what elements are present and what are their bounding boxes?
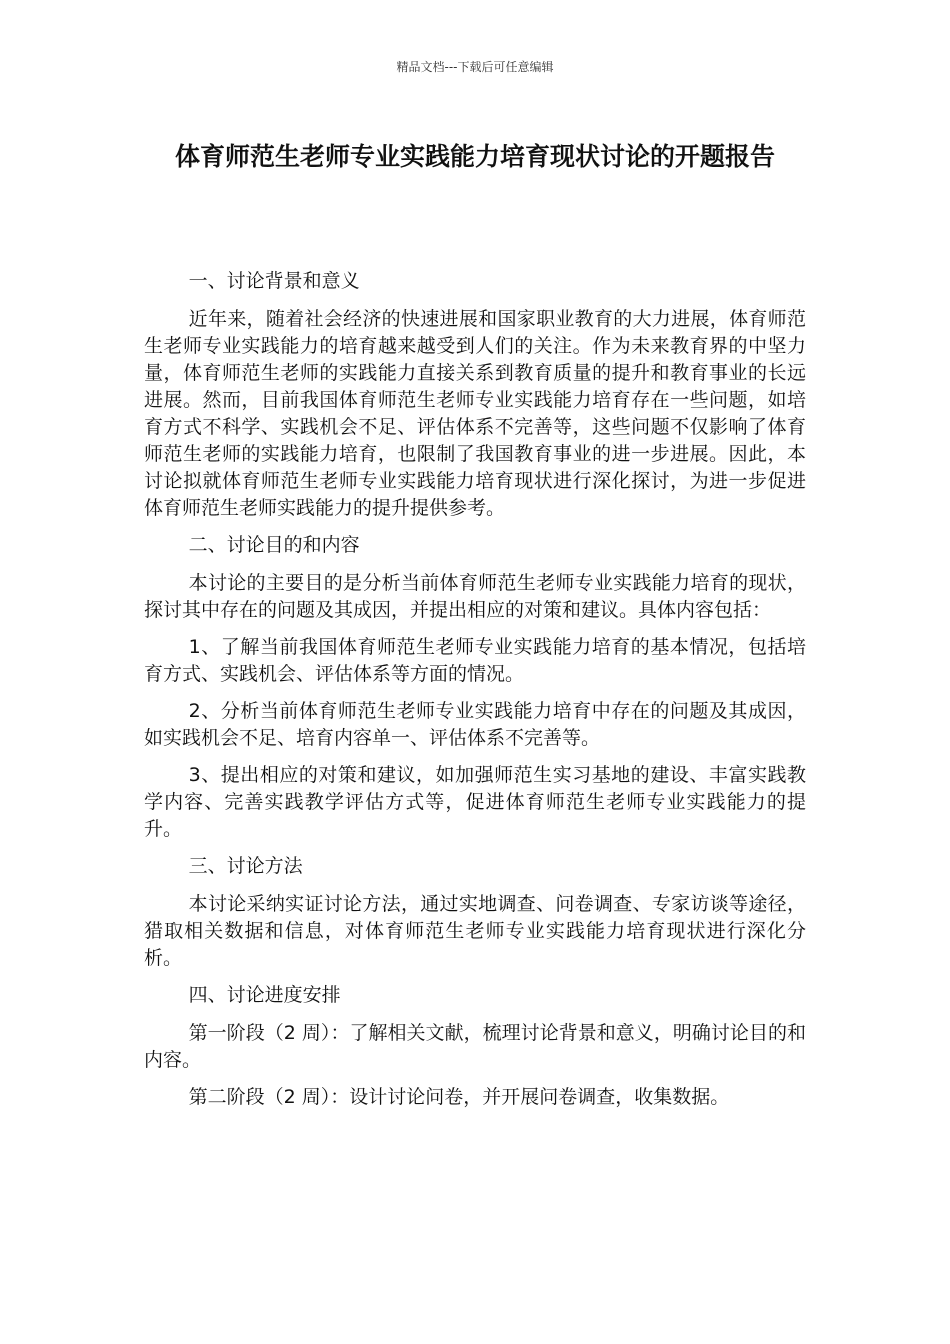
list-item-1: 1、了解当前我国体育师范生老师专业实践能力培育的基本情况，包括培育方式、实践机会、评估体系等方面的情况。 [144, 636, 806, 685]
document-body [144, 268, 806, 1121]
body-paragraph: 本讨论的主要目的是分析当前体育师范生老师专业实践能力培育的现状，探讨其中存在的问题及其成因，并提出相应的对策和建议。具体内容包括： [144, 572, 806, 621]
schedule-stage-2: 第二阶段（2 周）：设计讨论问卷，并开展问卷调查，收集数据。 [188, 1086, 730, 1108]
schedule-stage-1: 第一阶段（2 周）：了解相关文献，梳理讨论背景和意义，明确讨论目的和内容。 [144, 1022, 806, 1071]
section-heading-method: 三、讨论方法 [188, 855, 303, 877]
document-title: 体育师范生老师专业实践能力培育现状讨论的开题报告 [174, 142, 775, 171]
section-heading-schedule: 四、讨论进度安排 [188, 984, 341, 1006]
list-item-3: 3、提出相应的对策和建议，如加强师范生实习基地的建设、丰富实践教学内容、完善实践教学评估方式等，促进体育师范生老师专业实践能力的提升。 [144, 764, 806, 840]
body-paragraph: 本讨论采纳实证讨论方法，通过实地调查、问卷调查、专家访谈等途径，猎取相关数据和信息，对体育师范生老师专业实践能力培育现状进行深化分析。 [144, 893, 806, 969]
body-paragraph: 近年来，随着社会经济的快速进展和国家职业教育的大力进展，体育师范生老师专业实践能力的培育越来越受到人们的关注。作为未来教育界的中坚力量，体育师范生老师的实践能力直接关系到教育质量的提升和教育事业的长远进展。然而，目前我国体育师范生老师专业实践能力培育存在一些问题，如培育方式不科学、实践机会不足、评估体系不完善等，这些问题不仅影响了体育师范生老师的实践能力培育，也限制了我国教育事业的进一步进展。因此，本讨论拟就体育师范生老师专业实践能力培育现状进行深化探讨，为进一步促进体育师范生老师实践能力的提升提供参考。 [144, 308, 806, 519]
list-item-2: 2、分析当前体育师范生老师专业实践能力培育中存在的问题及其成因，如实践机会不足、培育内容单一、评估体系不完善等。 [144, 700, 806, 749]
section-heading-background: 一、讨论背景和意义 [188, 270, 360, 292]
section-heading-purpose: 二、讨论目的和内容 [188, 534, 360, 556]
page-header-note: 精品文档---下载后可任意编辑 [396, 60, 554, 74]
